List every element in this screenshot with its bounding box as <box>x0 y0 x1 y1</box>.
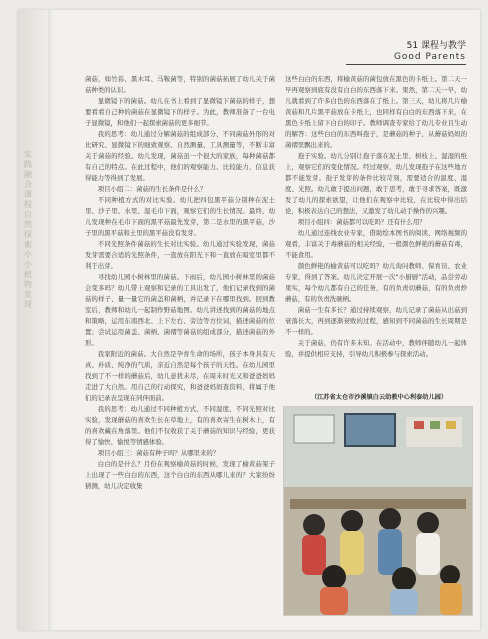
paragraph: 我的思考：幼儿通过不同种植方式、不同湿度、不同光照对比实验，发现蘑菇的喜欢生长在草地上，有的喜欢寄生在树木上，有的喜欢藏在角落里。他们不仅收获了关于蘑菇的知识与经验，更获得了愉快、愉悦等情感体验。 <box>85 405 275 446</box>
paragraph: 白白的是什么？月份在观察榆黄菇的时候，发现了榆黄菇架子上出现了一些白白的东西，这个白白的东西从哪儿来的？大家纷纷猜测，幼儿决定收集 <box>85 460 275 490</box>
section-subtitle: Good Parents <box>393 52 466 62</box>
paragraph: 菌菇一生有多长？通过持续观察，幼儿记录了菌菇从出菇到衰落长大，再到逐渐衰败的过程，感知到不同菌菇的生长周期是不一样的。 <box>285 306 467 336</box>
classroom-photo <box>283 406 473 616</box>
subheading: 项目小组三：菌菇有种子吗？从哪里来的？ <box>97 449 220 457</box>
paragraph: 菌菇，如竹荪、黑木耳、马鞍菌等，特别的菌菇拓展了幼儿关于菌菇种类的认识。 <box>85 75 275 94</box>
margin-faint-text: 实践 融合课程 自然 探索 小小植物 发现 <box>24 150 32 309</box>
paragraph: 颜色鲜艳的榆黄菇可以吃吗？幼儿询问教师、保育员、农业专家，得到了答案。幼儿决定开展一次“小厨厨”活动，品尝劳动果实，每个幼儿都有自己的任务，有的负责切蘑菇，有的负责炒蘑菇，有的负责洗碗柄。 <box>285 262 467 303</box>
paragraph: 幼儿通过连线农业专家，借助绘本图书的阅读、网络视频的观看，丰富关于毒蘑菇的相关经验，一般颜色鲜艳的蘑菇有毒，不能食用。 <box>285 229 467 259</box>
left-margin-strip <box>18 10 48 630</box>
subheading: 项目小组二：菌菇的生长条件是什么？ <box>97 185 207 193</box>
paragraph: 我的思考：幼儿通过分解菌菇的组成部分、不同菌菇外形的对比研究、显微镜下的细致观察、自然测量、工具测量等，不断丰富关于菌菇的经验。幼儿发现，菌菇虽一个很大的家族，每种菌菇都有自己的特点。在此过程中，他们的观察能力、比较能力、信息获得能力等得到了发展。 <box>85 130 275 182</box>
paragraph: 寻找幼儿园小树林里的菌菇。下雨后，幼儿园小树林里的菌菇会变多吗？幼儿带上观察和记录的工具出发了，他们记录找到的菌菇的样子、量一量它的菌盖和菌柄，并记录下在哪里找到。回到教室后，教师和幼儿一起制作野菇地图。幼儿讲述找到的菌菇的地点和策略，运用东南西北、上下左右、旁边等方位词，描述菌菇的位置；尝试运用菌盖、菌柄、菌褶等菌菇的组成部分，描述菌菇的外形。 <box>85 273 275 347</box>
left-text-column <box>85 74 275 604</box>
paragraph: 这些白白的东西，将榆黄菇的菌包放在黑色的卡纸上。第二天一早再观察到底有没有白白的东西落下来。果然，第二天一早，幼儿就看到了许多白色的东西落在了纸上。第三天，幼儿将几片榆黄菇和几片黑平菇放在卡纸上，也同样有白白的东西落下来，在黑色卡纸上留下白白的印子。教师调查专家给了幼儿专业且生动的解答：这些白白的东西叫孢子，是蘑菇的种子，从蘑菇妈妈的菌褶里飘出来的。 <box>285 75 467 149</box>
author-credit: （江苏省太仓市沙溪镇白云幼教中心利泰幼儿园） <box>310 394 448 401</box>
section-title: 51 课程与教学 <box>406 41 466 51</box>
right-text-column <box>285 74 467 404</box>
paragraph: 孢子实验。幼儿分别让孢子落在泥土里、树枝上、湿湿的纸上，观察它们的变化情况。经过观察，幼儿发现孢子在这些地方都不能发芽。孢子发芽的条件比较苛刻，需要适合的温度、湿度、光照。幼儿敢于提出问题，敢于思考，敢于寻求答案，既激发了幼儿的探索欲望，让他们在观察中比较，在比较中得出结论，积极表达自己的想法，又激发了幼儿动手操作的兴趣。 <box>285 152 467 215</box>
photo-illustration <box>284 407 472 615</box>
paragraph: 显微镜下的菌菇。幼儿在书上看到了显微镜下菌菇的样子，想要看看自己种的菌菇在显微镜下的样子。为此，教师准备了一台电子显微镜，和他们一起探索菌菇的更多细节。 <box>85 97 275 127</box>
header-rule <box>346 64 466 65</box>
page-header <box>266 38 466 65</box>
paragraph: 我家附近的菌菇。大自然是孕育生命的场所，孩子本身具有天真、朴质、纯净的气质，亲近自然是每个孩子的天性。在幼儿园里找到了不一样的蘑菇后，幼儿意犹未尽，在周末时光又和爸爸妈妈走进了大自然。用自己的行动探究，和爸爸妈妈查资料，将属于他们的记录表呈现在同伴面前。 <box>85 350 275 402</box>
paragraph: 不同光照条件菌菇的生长对比实验。幼儿通过实验发现，菌菇发芽需要合适的光照条件，一直放在阳光下和一直放在暗室里都不利于出芽。 <box>85 240 275 270</box>
page-fold-shadow <box>48 10 54 630</box>
subheading: 项目小组四：菌菇都可以吃吗？还有什么用？ <box>297 218 426 226</box>
paragraph: 不同种植方式的对比实验。幼儿把四包黑平菇分别种在泥土里、沙子里、水里、湿毛巾下面，观察它们的生长情况。最终，幼儿发现种在毛巾下面的黑平菇最先发芽，第二是水里的黑平菇，沙子里的黑平菇和土里的黑平菇没有发芽。 <box>85 196 275 237</box>
paragraph: 关于菌菇，仍有许多未知。在活动中，教师伴随幼儿一起体验，并提供相应支持，引导幼儿积极参与探索活动。 <box>285 339 467 358</box>
magazine-page <box>18 10 480 630</box>
